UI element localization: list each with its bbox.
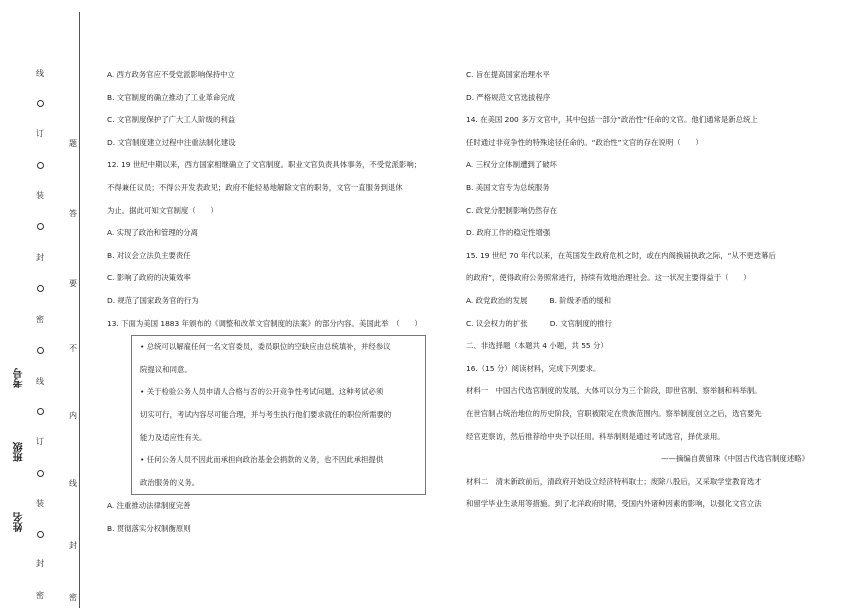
section-heading: 二、非选择题（本题共 4 小题，共 55 分） [466, 341, 608, 351]
binding-margin [0, 0, 80, 608]
option-line: C. 影响了政府的决策效率 [107, 273, 191, 283]
option-line: B. 贯彻落实分权制衡原则 [107, 523, 191, 533]
option-line: A. 政党政治的发展 B. 阶级矛盾的缓和 [466, 295, 612, 305]
right-column [466, 64, 811, 516]
question-15-text: 的政府”，使得政府公务照常进行，持续有效地治理社会。这一状况主要得益于（ ） [466, 273, 751, 283]
inner-char: 内 [69, 411, 77, 420]
binding-line [79, 12, 80, 608]
inner-char: 答 [69, 209, 77, 218]
seal-char: 线 [36, 377, 44, 386]
option-line: A. 西方政务官应不受党派影响保持中立 [107, 70, 235, 79]
seal-circle [37, 223, 44, 230]
seal-char: 订 [36, 437, 44, 446]
name-label: 姓名 [14, 512, 25, 532]
excerpt-line: • 总统可以解雇任何一名文官委员，委员职位的空缺应由总统填补，并经参议 [140, 342, 391, 352]
seal-char: 线 [36, 69, 44, 78]
option-line: A. 实现了政治和管理的分离 [107, 228, 198, 238]
seal-circle [37, 285, 44, 292]
option-line: C. 文官制度保护了广大工人阶级的利益 [107, 115, 236, 125]
excerpt-line: • 任何公务人员不因此而承担向政治基金会捐款的义务，也不因此承担提供 [140, 455, 384, 465]
option-line: B. 美国文官专为总统服务 [466, 182, 550, 192]
inner-char: 要 [69, 279, 77, 288]
seal-circle [37, 470, 44, 477]
seal-char: 装 [36, 191, 44, 200]
question-16-text: 16.（15 分）阅读材料，完成下列要求。 [466, 363, 601, 373]
exam-number-label: 考号 [14, 368, 25, 388]
option-line: B. 文官制度的确立推动了工业革命完成 [107, 92, 236, 102]
option-line: C. 议会权力的扩张 D. 文官制度的推行 [466, 318, 612, 328]
option-line: B. 对议会立法负主要责任 [107, 250, 191, 260]
option-line: D. 政府工作的稳定性增强 [466, 228, 551, 238]
excerpt-line: • 关于检验公务人员申请人合格与否的公开竞争性考试问题。这种考试必须 [140, 387, 384, 397]
material-one-text: 经官吏察访，然后推荐给中央予以任用。科举制则是通过考试选官，择优录用。 [466, 431, 725, 441]
material-two-text: 和留学毕业生录用等措施。到了北洋政府时期，受国内外诸种因素的影响，以强化文官立法 [466, 499, 762, 509]
material-two-text: 材料二 清末新政前后，清政府开始设立经济特科取士；废除八股后，又采取学堂教育选才 [466, 476, 762, 486]
law-excerpt-box [131, 335, 426, 495]
option-line: C. 旨在提高国家治理水平 [466, 70, 550, 79]
left-column [107, 64, 452, 540]
inner-char: 密 [69, 593, 77, 602]
excerpt-line: 切实可行，考试内容尽可能合理，并与考生执行他们要求就任的职位所需要的 [140, 409, 392, 419]
seal-circle [37, 347, 44, 354]
material-source: ——摘编自黄留珠《中国古代选官制度述略》 [661, 454, 809, 464]
seal-circle [37, 531, 44, 538]
question-13-text: 13. 下面为美国 1883 年颁布的《调整和改革文官制度的法案》的部分内容。美国此举 （ ） [107, 318, 422, 328]
excerpt-line: 政治服务的义务。 [140, 477, 200, 487]
excerpt-line: 院提议和同意。 [140, 364, 192, 374]
option-line: A. 注重推动法律制度完善 [107, 501, 191, 511]
material-one-text: 材料一 中国古代选官制度的发展，大体可以分为三个阶段，即世官制、察举制和科举制。 [466, 386, 762, 396]
material-one-text: 在世官制占统治地位的历史阶段，官职被限定在贵族范围内。察举制度创立之后，选官要先 [466, 408, 762, 418]
question-14-text: 任时通过非竞争性的特殊途径任命的。“政治性”文官的存在说明（ ） [466, 137, 703, 147]
option-line: A. 三权分立体制遭到了破坏 [466, 160, 557, 170]
seal-circle [37, 100, 44, 107]
seal-char: 封 [36, 559, 44, 568]
seal-char: 订 [36, 129, 44, 138]
inner-char: 不 [69, 344, 77, 353]
option-line: D. 文官制度建立过程中注重法制化建设 [107, 137, 236, 147]
inner-char: 题 [69, 139, 77, 148]
seal-char: 密 [36, 591, 44, 600]
question-12-text: 12. 19 世纪中期以来，西方国家相继确立了文官制度。职业文官负责具体事务，不受党派影响； [107, 160, 422, 170]
class-label: 班级 [14, 442, 25, 462]
option-line: D. 严格规范文官选拔程序 [466, 92, 551, 102]
question-12-text: 为止。据此可知文官制度（ ） [107, 205, 218, 215]
option-line: D. 规范了国家政务官的行为 [107, 295, 199, 305]
seal-char: 装 [36, 499, 44, 508]
question-15-text: 15. 19 世纪 70 年代以来，在英国发生政府危机之时，或在内阁换届执政之际，“从不更迭幕后 [466, 250, 776, 260]
question-12-text: 不得兼任议员；不得公开发表政见；政府不能轻易地解除文官的职务，文官一直服务到退休 [107, 182, 403, 192]
question-14-text: 14. 在美国 200 多万文官中，其中包括一部分“政治性”任命的文官。他们通常是新总统上 [466, 115, 758, 125]
inner-char: 封 [69, 541, 77, 550]
option-line: C. 政党分肥制影响仍然存在 [466, 205, 558, 215]
inner-char: 线 [69, 479, 77, 488]
seal-circle [37, 162, 44, 169]
seal-char: 封 [36, 253, 44, 262]
excerpt-line: 能力及适应性有关。 [140, 432, 207, 442]
seal-circle [37, 408, 44, 415]
seal-char: 密 [36, 315, 44, 324]
